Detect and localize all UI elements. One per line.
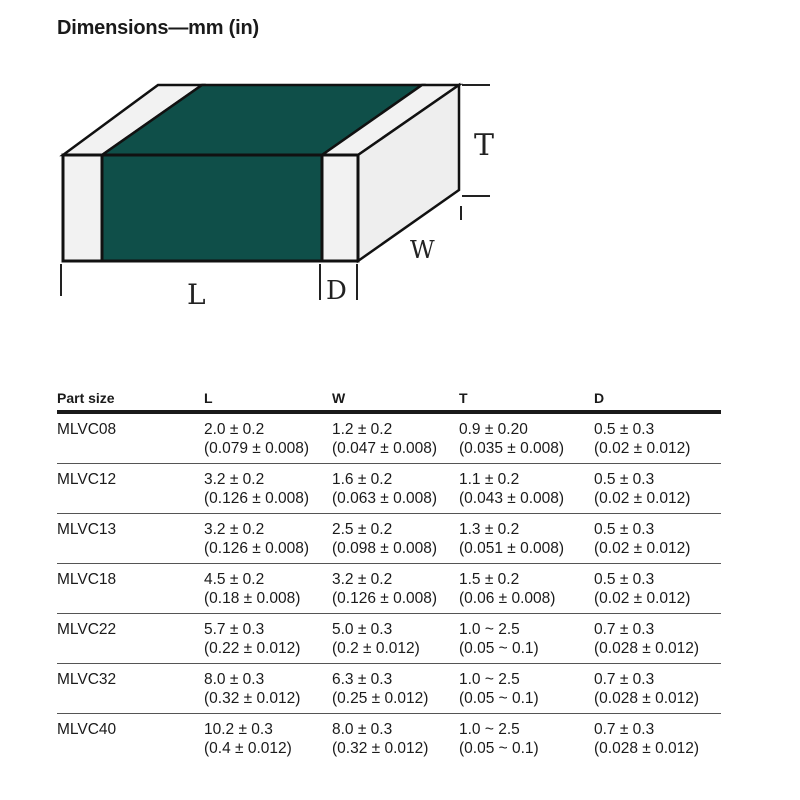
part-size-cell: MLVC40: [57, 721, 117, 738]
value-mm: 0.5 ± 0.3: [594, 521, 655, 538]
dimension-t-cell: [459, 464, 594, 514]
part-size-cell: MLVC13: [57, 514, 204, 564]
table-row: [57, 464, 721, 514]
dimension-w-cell: [332, 664, 459, 714]
value-mm: 5.0 ± 0.3: [332, 621, 393, 638]
value-in: (0.063 ± 0.008): [332, 490, 438, 507]
value-mm: 0.5 ± 0.3: [594, 571, 655, 588]
value-in: (0.06 ± 0.008): [459, 590, 556, 607]
dimensions-table: [57, 384, 721, 763]
dimension-t-cell: [459, 564, 594, 614]
value-mm: 2.0 ± 0.2: [204, 421, 265, 438]
header-d: D: [594, 384, 721, 412]
dimension-d-cell: [594, 664, 721, 714]
dimension-d-cell: [594, 714, 721, 764]
page-title: Dimensions—mm (in): [57, 17, 259, 39]
dimension-l-cell: [204, 714, 332, 764]
value-mm: 1.2 ± 0.2: [332, 421, 393, 438]
value-mm: 1.0 ~ 2.5: [459, 721, 520, 738]
dimension-t-cell: [459, 614, 594, 664]
value-in: (0.126 ± 0.008): [332, 590, 438, 607]
value-in: (0.32 ± 0.012): [332, 740, 429, 757]
dimension-w-cell: [332, 564, 459, 614]
value-in: (0.028 ± 0.012): [594, 740, 700, 757]
table-row: [57, 714, 721, 764]
part-size-cell: MLVC18: [57, 564, 204, 614]
dimension-t-cell: [459, 412, 594, 464]
dimension-w-cell: [332, 464, 459, 514]
value-mm: 4.5 ± 0.2: [204, 571, 265, 588]
value-mm: 0.5 ± 0.3: [594, 421, 655, 438]
value-in: (0.028 ± 0.012): [594, 690, 700, 707]
front-left-termination: [63, 155, 102, 261]
dimension-t-cell: [459, 664, 594, 714]
value-mm: 0.9 ± 0.20: [459, 421, 528, 438]
dimension-l-cell: [204, 514, 332, 564]
value-in: (0.05 ~ 0.1): [459, 740, 539, 757]
table-row: [57, 564, 721, 614]
dimension-l-cell: [204, 664, 332, 714]
value-in: (0.32 ± 0.012): [204, 690, 301, 707]
dimension-l-cell: [204, 412, 332, 464]
dimension-t-cell: [459, 514, 594, 564]
front-right-termination: [322, 155, 358, 261]
value-mm: 0.5 ± 0.3: [594, 471, 655, 488]
value-in: (0.2 ± 0.012): [332, 640, 420, 657]
value-in: (0.126 ± 0.008): [204, 490, 310, 507]
value-mm: 1.0 ~ 2.5: [459, 671, 520, 688]
value-mm: 0.7 ± 0.3: [594, 671, 655, 688]
value-in: (0.25 ± 0.012): [332, 690, 429, 707]
value-in: (0.18 ± 0.008): [204, 590, 301, 607]
value-mm: 0.7 ± 0.3: [594, 721, 655, 738]
table-row: [57, 412, 721, 464]
value-in: (0.028 ± 0.012): [594, 640, 700, 657]
part-size-cell: MLVC08: [57, 412, 204, 464]
dimension-d-cell: [594, 564, 721, 614]
dimension-l-cell: [204, 614, 332, 664]
dimension-d-cell: [594, 412, 721, 464]
front-body: [102, 155, 322, 261]
value-in: (0.126 ± 0.008): [204, 540, 310, 557]
dimension-d-cell: [594, 614, 721, 664]
value-in: (0.05 ~ 0.1): [459, 640, 539, 657]
value-in: (0.098 ± 0.008): [332, 540, 438, 557]
value-mm: 3.2 ± 0.2: [332, 571, 393, 588]
value-mm: 10.2 ± 0.3: [204, 721, 273, 738]
dimension-l-cell: [204, 564, 332, 614]
dimension-d-cell: [594, 464, 721, 514]
value-in: (0.047 ± 0.008): [332, 440, 438, 457]
value-in: (0.05 ~ 0.1): [459, 690, 539, 707]
value-in: (0.035 ± 0.008): [459, 440, 565, 457]
dimension-w-cell: [332, 412, 459, 464]
dimension-w-cell: [332, 614, 459, 664]
value-mm: 3.2 ± 0.2: [204, 521, 265, 538]
value-mm: 8.0 ± 0.3: [332, 721, 393, 738]
value-in: (0.4 ± 0.012): [204, 740, 292, 757]
component-dimension-diagram: [0, 0, 800, 340]
value-in: (0.22 ± 0.012): [204, 640, 301, 657]
value-mm: 0.7 ± 0.3: [594, 621, 655, 638]
value-in: (0.051 ± 0.008): [459, 540, 565, 557]
value-mm: 3.2 ± 0.2: [204, 471, 265, 488]
dimension-label-d: D: [326, 276, 347, 306]
value-in: (0.02 ± 0.012): [594, 490, 691, 507]
value-mm: 1.3 ± 0.2: [459, 521, 520, 538]
value-mm: 1.5 ± 0.2: [459, 571, 520, 588]
value-mm: 1.6 ± 0.2: [332, 471, 393, 488]
value-in: (0.02 ± 0.012): [594, 540, 691, 557]
dimension-t-cell: [459, 714, 594, 764]
table-row: [57, 514, 721, 564]
table-header-row: [57, 384, 721, 412]
dimension-label-w: W: [410, 236, 435, 264]
header-t: T: [459, 384, 594, 412]
value-mm: 2.5 ± 0.2: [332, 521, 393, 538]
table-row: [57, 664, 721, 714]
value-mm: 1.0 ~ 2.5: [459, 621, 520, 638]
value-in: (0.02 ± 0.012): [594, 590, 691, 607]
dimension-label-l: L: [187, 278, 206, 311]
part-size-cell: MLVC32: [57, 664, 204, 714]
header-w: W: [332, 384, 459, 412]
header-part-size: Part size: [57, 384, 204, 412]
value-mm: 6.3 ± 0.3: [332, 671, 393, 688]
part-size-cell: MLVC22: [57, 614, 204, 664]
dimension-w-cell: [332, 514, 459, 564]
header-l: L: [204, 384, 332, 412]
value-mm: 5.7 ± 0.3: [204, 621, 265, 638]
part-size-cell: MLVC12: [57, 464, 204, 514]
dimension-label-t: T: [474, 128, 495, 163]
dimension-d-cell: [594, 514, 721, 564]
value-mm: 8.0 ± 0.3: [204, 671, 265, 688]
table-row: [57, 614, 721, 664]
dimension-w-cell: [332, 714, 459, 764]
value-in: (0.043 ± 0.008): [459, 490, 565, 507]
dimension-l-cell: [204, 464, 332, 514]
value-in: (0.079 ± 0.008): [204, 440, 310, 457]
table-body: [57, 412, 721, 763]
value-in: (0.02 ± 0.012): [594, 440, 691, 457]
value-mm: 1.1 ± 0.2: [459, 471, 520, 488]
